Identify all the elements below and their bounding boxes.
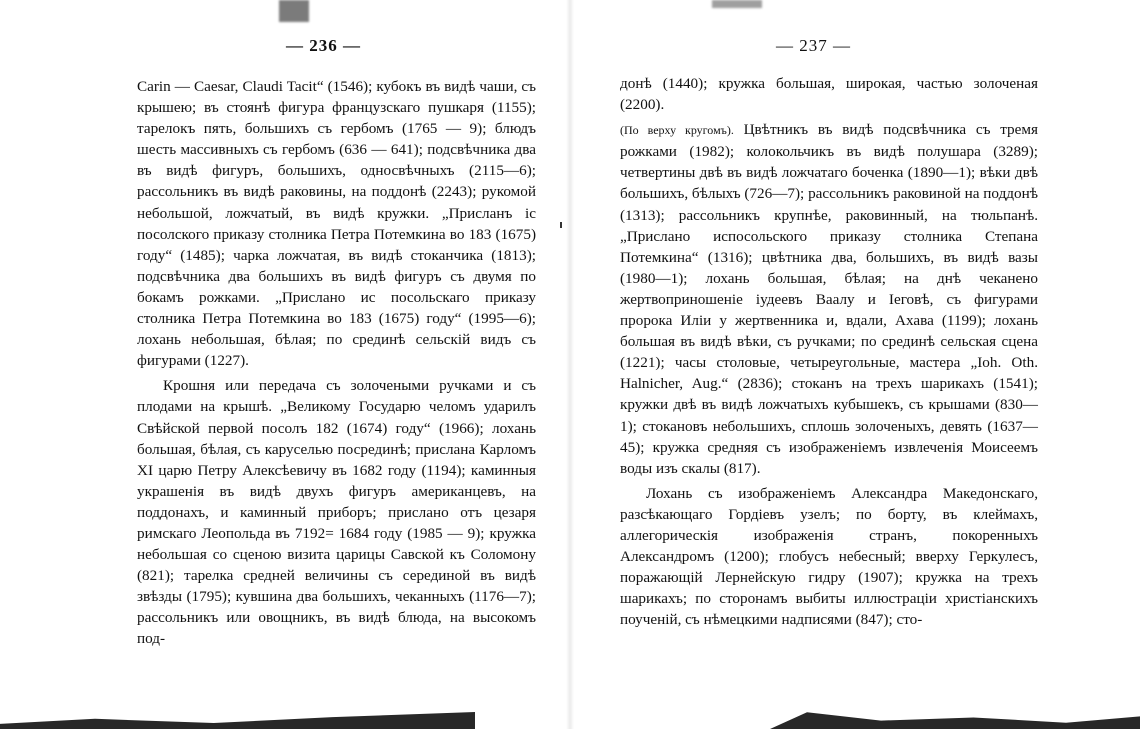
right-paragraph-2: Цвѣтникъ въ видѣ подсвѣчника съ тремя рожками (1982); колокольчикъ въ видѣ полушара (3289); четвертины двѣ въ видѣ ложчатаго боченка (1890—1); вѣки двѣ большихъ, бѣлыхъ (726—7); рассольникъ раковиной на поддонѣ (1313); рассольникъ крупнѣе, раковинный, на тюльпанѣ. „Прислано испосольского приказу столника Степана Потемкина“ (1316); цвѣтника два, большихъ, въ видѣ вазы (1980—1); лохань большая, бѣлая; на днѣ чеканено жертвоприношеніе іудеевъ Ваалу и Іеговѣ, съ фигурами пророка Иліи у жертвенника и, вдали, Ахава (1199); лохань большая въ видѣ вѣки, съ ручками; по срединѣ сельская сцена (1221); часы столовые, четыреугольные, мастера „Ioh. Oth. Halnicher, Aug.“ (2836); стоканъ на трехъ шарикахъ (1541); кружки двѣ въ видѣ ложчатыхъ кубышекъ, съ крышами (830—1); стокановъ небольшихъ, сплошь золоченыхъ, девять (1637—45); кружка средняя съ изображеніемъ извлеченія Моисеемъ воды изъ скалы (817). (620, 121, 1038, 477)
right-page-number: — 237 — (776, 36, 851, 55)
left-paragraph-2: Крошня или передача съ золочеными ручками и съ плодами на крышѣ. „Великому Государю челомъ ударилъ Свѣйской первой посолъ 182 (1674) году“ (1966); лохань большая, бѣлая, съ каруселью посрединѣ; прислана Карломъ XI царю Петру Алексѣевичу въ 1682 году (1194); каминныя украшенія въ видѣ двухъ фигуръ американцевъ, на поддонахъ, и каминный приборъ; прислано отъ цезаря римскаго Леопольда въ 7192= 1684 году (1985 — 9); кружка небольшая со сценою визита царицы Савской къ Соломону (821); тарелка средней величины съ серединой въ видѣ звѣзды (1795); кувшина два большихъ, чеканныхъ (1176—7); рассольникъ или овощникъ, въ видѣ блюда, на высокомъ под- (137, 377, 536, 648)
right-page (570, 0, 1140, 729)
right-paragraph-1: донѣ (1440); кружка большая, широкая, частью золоченая (2200). (620, 75, 1038, 114)
right-page-text (620, 73, 1038, 630)
scan-artifact-top-right (712, 0, 762, 8)
right-paragraph-3: Лохань съ изображеніемъ Александра Македонскаго, разсѣкающаго Гордіевъ узелъ; по борту, въ клеймахъ, аллегорическія изображенія странъ, покоренныхъ Александромъ (1200); глобусъ небесный; вверху Геркулесъ, поражающій Лернейскую гидру (1907); кружка на трехъ шарикахъ; по сторонамъ выбиты иллюстраціи христіанскихъ поученій, съ нѣмецкими надписями (847); сто- (620, 484, 1038, 629)
scan-tick-mark (560, 222, 562, 228)
left-page-number: — 236 — (286, 36, 361, 55)
left-page-text (137, 76, 536, 650)
right-paragraph-2-wrapper (620, 119, 1038, 479)
scan-artifact-top-left (279, 0, 309, 22)
left-paragraph-1: Carin — Caesar, Claudi Tacit“ (1546); кубокъ въ видѣ чаши, съ крышею; въ стоянѣ фигура французскаго пушкаря (1155); тарелокъ пять, большихъ съ гербомъ (1765 — 9); блюдъ шесть массивныхъ съ гербомъ (636 — 641); подсвѣчника два въ видѣ фигуръ, большихъ, односвѣчныхъ (2115—6); рассольникъ въ видѣ раковины, на поддонѣ (2243); рукомой небольшой, ложчатый, въ видѣ кружки. „Присланъ іс посолского приказу столника Петра Потемкина во 183 (1675) году“ (1485); чарка ложчатая, въ видѣ стоканчика (1813); подсвѣчника два большихъ въ видѣ фигуръ съ двумя по бокамъ рожками. „Прислано ис посольскаго приказу столника Петра Потемкина во 183 (1675) году“ (1995—6); лохань небольшая, бѣлая; по срединѣ сельскій видъ съ фигурами (1227). (137, 78, 536, 370)
right-small-caption: (По верху кругомъ). (620, 123, 734, 138)
